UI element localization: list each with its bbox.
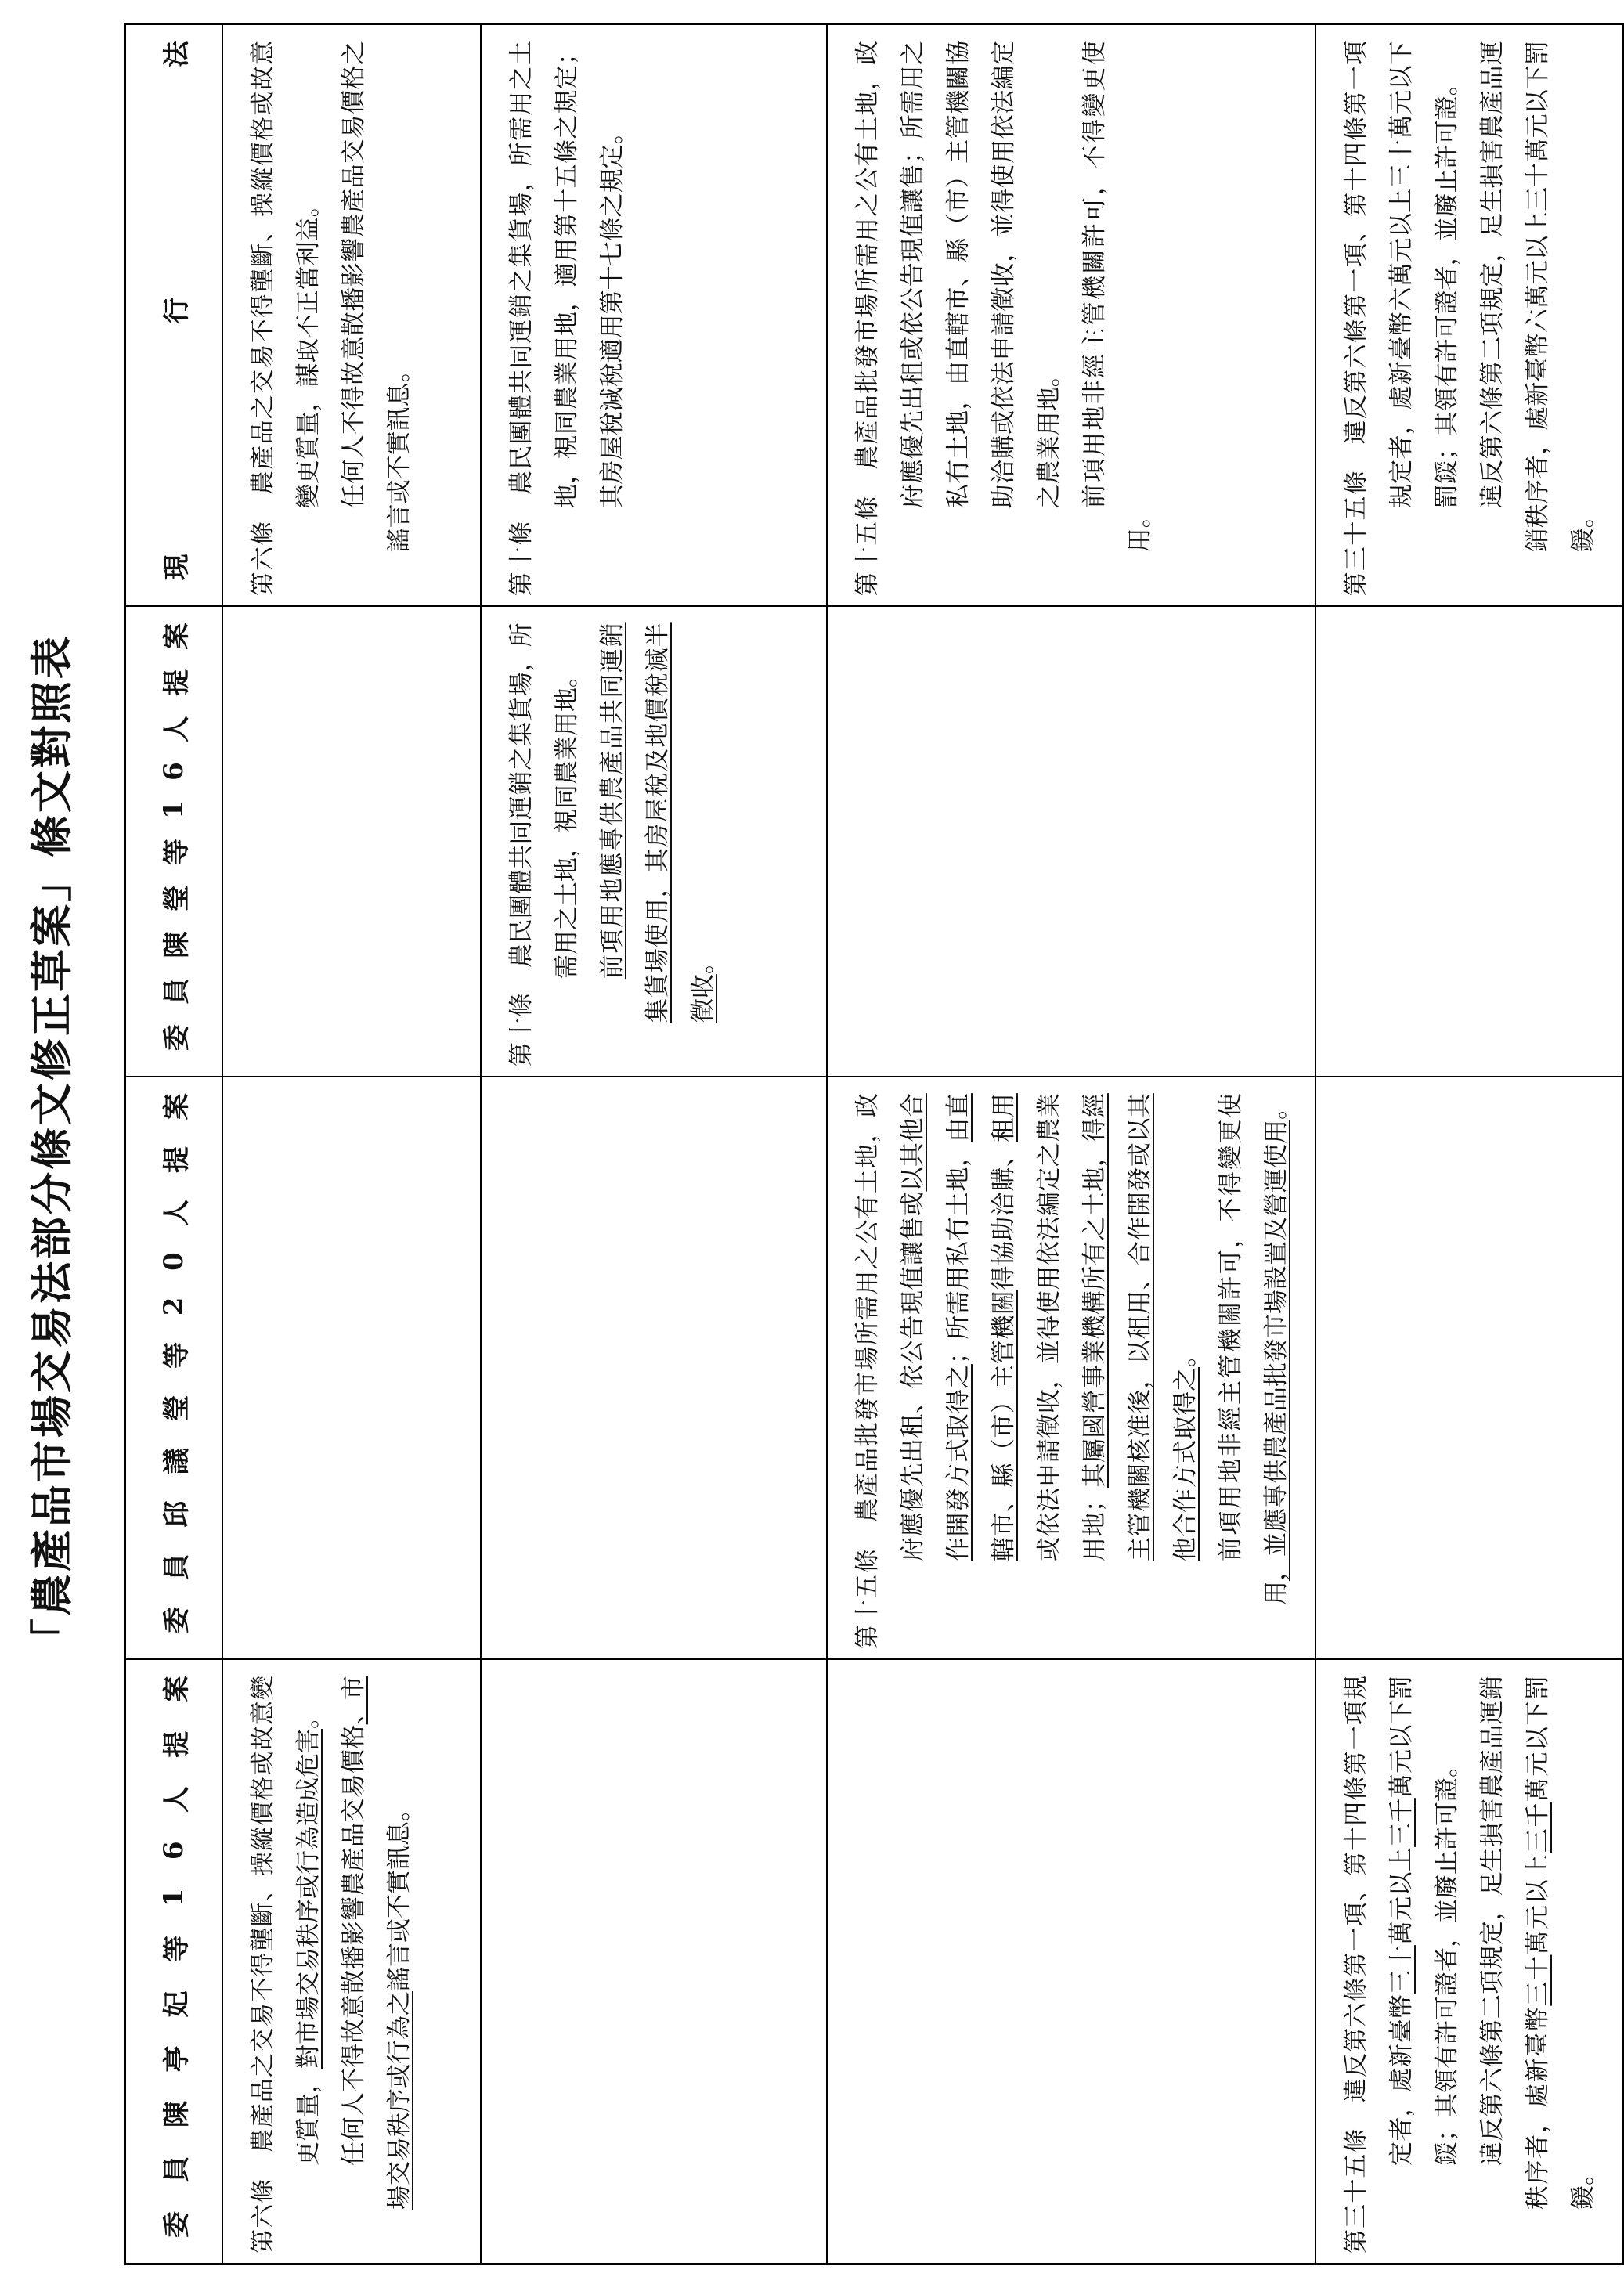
cell-text — [1316, 607, 1349, 1076]
header-char: 等 — [161, 1341, 193, 1369]
text-segment: 得協助洽購、 — [990, 1142, 1018, 1290]
header-char: 6 — [158, 762, 189, 781]
table-cell — [481, 24, 827, 607]
header-char: 人 — [161, 1786, 193, 1813]
header-char: 0 — [158, 1252, 189, 1271]
amended-text: ，並應專供農產品批發市場設置及營運使用 — [1262, 1120, 1290, 1582]
text-segment: 謠言或不實訊息。 — [385, 1797, 413, 1991]
paragraph — [1208, 1093, 1299, 1649]
header-char: 提 — [161, 1146, 193, 1173]
cell-text — [1316, 25, 1622, 605]
cell-text — [482, 607, 742, 1076]
cell-text — [1316, 1077, 1349, 1658]
text-segment: 萬元以下罰鍰；其領有許可證者，並廢止許可證。 — [1388, 1675, 1461, 2166]
article-text — [240, 1676, 331, 2254]
article-text — [499, 41, 635, 596]
header-char: 人 — [161, 715, 193, 742]
cell-text — [223, 1077, 256, 1658]
header-char: 案 — [161, 1093, 193, 1120]
text-segment: 第六條 農產品之交易不得壟斷、操縱價格或故意變更質量，謀取不正當利益。 — [249, 41, 323, 597]
text-segment: 第十條 農民團體共同運銷之集貨場，所需用之土地，視同農業用地，適用第十五條之規定；其房屋稅減稅適用第十七條之規定。 — [507, 41, 626, 597]
text-segment: 第三十五條 違反第六條第一項、第十四條第一項規定者，處新臺幣六萬元以上三十萬元以下罰鍰；其領有許可證者，並廢止許可證。 — [1342, 41, 1461, 597]
cell-text — [828, 1077, 1315, 1658]
text-segment: 萬元以下罰鍰。 — [1524, 1675, 1597, 2210]
article-text — [845, 1093, 1208, 1649]
amended-text: 租用 — [990, 1093, 1018, 1142]
column-header-label — [155, 622, 193, 1051]
header-char: 委 — [161, 1607, 193, 1634]
header-char: 亭 — [161, 2045, 193, 2073]
header-char: 議 — [161, 1448, 193, 1475]
amended-text: 前項用地應專供農產品共同運銷集貨場使用，其房屋稅及地價稅減半徵收 — [598, 622, 717, 1023]
header-char: 2 — [158, 1297, 189, 1316]
comparison-table — [124, 23, 1624, 2265]
table-cell — [827, 1659, 1315, 2264]
paragraph — [1470, 41, 1606, 596]
table-cell — [1315, 24, 1623, 607]
header-char: 現 — [161, 554, 193, 581]
header-char: 員 — [161, 2156, 193, 2183]
text-segment: 第十條 農民團體共同運銷之集貨場，所需用之土地，視同農業用地。 — [507, 622, 581, 1067]
paragraph — [590, 622, 726, 1066]
column-header-label — [155, 1093, 193, 1633]
text-segment: 第十五條 農產品批發市場所需用之公有土地，政府應優先出租、依公告現值讓售或 — [854, 1093, 927, 1650]
article-text — [1333, 41, 1470, 596]
cell-text — [482, 1077, 514, 1658]
table-cell — [222, 1077, 481, 1659]
cell-text — [828, 25, 1178, 605]
article-text — [1333, 1676, 1470, 2254]
document-title: 「農產品市場交易法部分條文修正草案」條文對照表 — [27, 634, 77, 1661]
text-segment: 萬元以上 — [1388, 1846, 1416, 1946]
table-cell — [481, 1077, 827, 1659]
article-text — [240, 41, 331, 596]
amended-text: 對市場交易秩序或行為造成危害 — [294, 1729, 323, 2069]
header-char: 等 — [161, 839, 193, 866]
table-cell — [1315, 1659, 1623, 2264]
amended-text: 以其他合作開發方式取得之 — [899, 1093, 973, 1562]
text-segment: 任何人不得故意散播影響農產品交易價格之謠言或不實訊息。 — [340, 41, 413, 553]
header-char: 瑩 — [161, 885, 193, 912]
header-char: 行 — [161, 297, 193, 324]
column-header — [125, 24, 223, 607]
header-row — [125, 24, 223, 2264]
table-cell — [1315, 606, 1623, 1077]
text-segment: 違反第六條第二項規定，足生損害農產品運銷秩序者，處新臺幣六萬元以上三十萬元以下罰鍰。 — [1478, 41, 1597, 553]
paragraph — [331, 1676, 422, 2254]
table-row — [222, 24, 481, 2264]
text-segment: ；所需用私有土地， — [944, 1142, 973, 1365]
header-char: 提 — [161, 1730, 193, 1758]
text-segment: 萬元以上 — [1524, 1853, 1552, 1955]
article-text — [499, 622, 590, 1066]
cell-text — [482, 25, 651, 605]
header-char: 陳 — [161, 2101, 193, 2128]
header-char: 案 — [161, 622, 193, 650]
text-segment: 。 — [1262, 1095, 1290, 1120]
column-header — [125, 606, 223, 1077]
table-cell — [222, 24, 481, 607]
table-cell — [222, 606, 481, 1077]
text-segment: 。 — [689, 950, 717, 975]
header-char: 妃 — [161, 1990, 193, 2018]
text-segment: 違反第六條第二項規定，足生損害農產品運銷秩序者，處新臺幣 — [1478, 1676, 1552, 2210]
table-cell — [827, 24, 1315, 607]
text-segment: 第六條 農產品之交易不得壟斷、操縱價格或故意變更質量， — [249, 1676, 323, 2254]
header-char: 委 — [161, 1024, 193, 1052]
amended-text: 、市場交易秩序或行為之 — [340, 1676, 413, 2210]
paragraph — [1072, 41, 1163, 596]
cell-text — [1316, 1660, 1622, 2263]
text-segment: 。 — [294, 1705, 323, 1729]
header-char: 提 — [161, 669, 193, 696]
header-char: 員 — [161, 977, 193, 1005]
cell-text — [223, 1660, 438, 2263]
cell-text — [482, 1660, 514, 2263]
amended-text: 三十 — [1524, 1954, 1552, 2006]
column-header-label — [155, 1676, 193, 2238]
article-text — [845, 41, 1072, 596]
header-char: 邱 — [161, 1500, 193, 1528]
amended-text: 三十 — [1388, 1945, 1416, 1994]
text-segment: 前項用地非經主管機關許可，不得變更使用。 — [1081, 41, 1154, 553]
text-segment: 任何人不得故意散播影響農產品交易價格 — [340, 1724, 368, 2166]
header-char: 人 — [161, 1199, 193, 1226]
cell-text — [223, 25, 438, 605]
header-char: 6 — [158, 1841, 189, 1860]
paragraph — [331, 41, 422, 596]
text-segment: 。 — [1171, 1343, 1200, 1368]
header-char: 瑩 — [161, 1395, 193, 1422]
column-header-label — [155, 41, 193, 580]
table-body — [222, 24, 1623, 2264]
header-char: 1 — [158, 800, 189, 819]
amended-text: 由直轄市、縣（市）主管機關 — [944, 1093, 1018, 1562]
text-segment: 第十五條 農產品批發市場所需用之公有土地，政府應優先出租或依公告現值讓售；所需用之私有土地，由直轄市、縣（市）主管機關協助洽購或依法申請徵收，並得使用依法編定之農業用地。 — [854, 41, 1063, 597]
text-segment: 第三十五條 違反第六條第一項、第十四條第一項規定者，處新臺幣 — [1342, 1676, 1416, 2254]
header-char: 員 — [161, 1553, 193, 1581]
paragraph — [1470, 1676, 1606, 2254]
cell-text — [828, 607, 861, 1076]
table-row — [481, 24, 827, 2264]
table-row — [1315, 24, 1623, 2264]
table-cell — [481, 1659, 827, 2264]
header-char: 案 — [161, 1676, 193, 1703]
cell-text — [828, 1660, 861, 2263]
header-char: 法 — [161, 41, 193, 67]
table-cell — [827, 606, 1315, 1077]
table-cell — [481, 606, 827, 1077]
header-char: 1 — [158, 1888, 189, 1907]
table-row — [827, 24, 1315, 2264]
header-char: 陳 — [161, 931, 193, 958]
amended-text: 三千 — [1524, 1802, 1552, 1853]
table-cell — [827, 1077, 1315, 1659]
cell-text — [223, 607, 256, 1076]
text-segment: 或依法申請徵收，並得使用依法編定之農業用地； — [1035, 1093, 1109, 1562]
text-segment: 前項用地非經主管機關許可，不得變更使用 — [1217, 1093, 1290, 1606]
header-char: 委 — [161, 2211, 193, 2238]
amended-text: 三千 — [1388, 1798, 1416, 1847]
amended-text: 其屬國營事業機構所有之土地，得經主管機關核准後，以租用、合作開發或以其他合作方式取得之 — [1081, 1093, 1200, 1562]
column-header — [125, 1659, 223, 2264]
table-cell — [1315, 1077, 1623, 1659]
header-char: 等 — [161, 1935, 193, 1962]
column-header — [125, 1077, 223, 1659]
table-cell — [222, 1659, 481, 2264]
